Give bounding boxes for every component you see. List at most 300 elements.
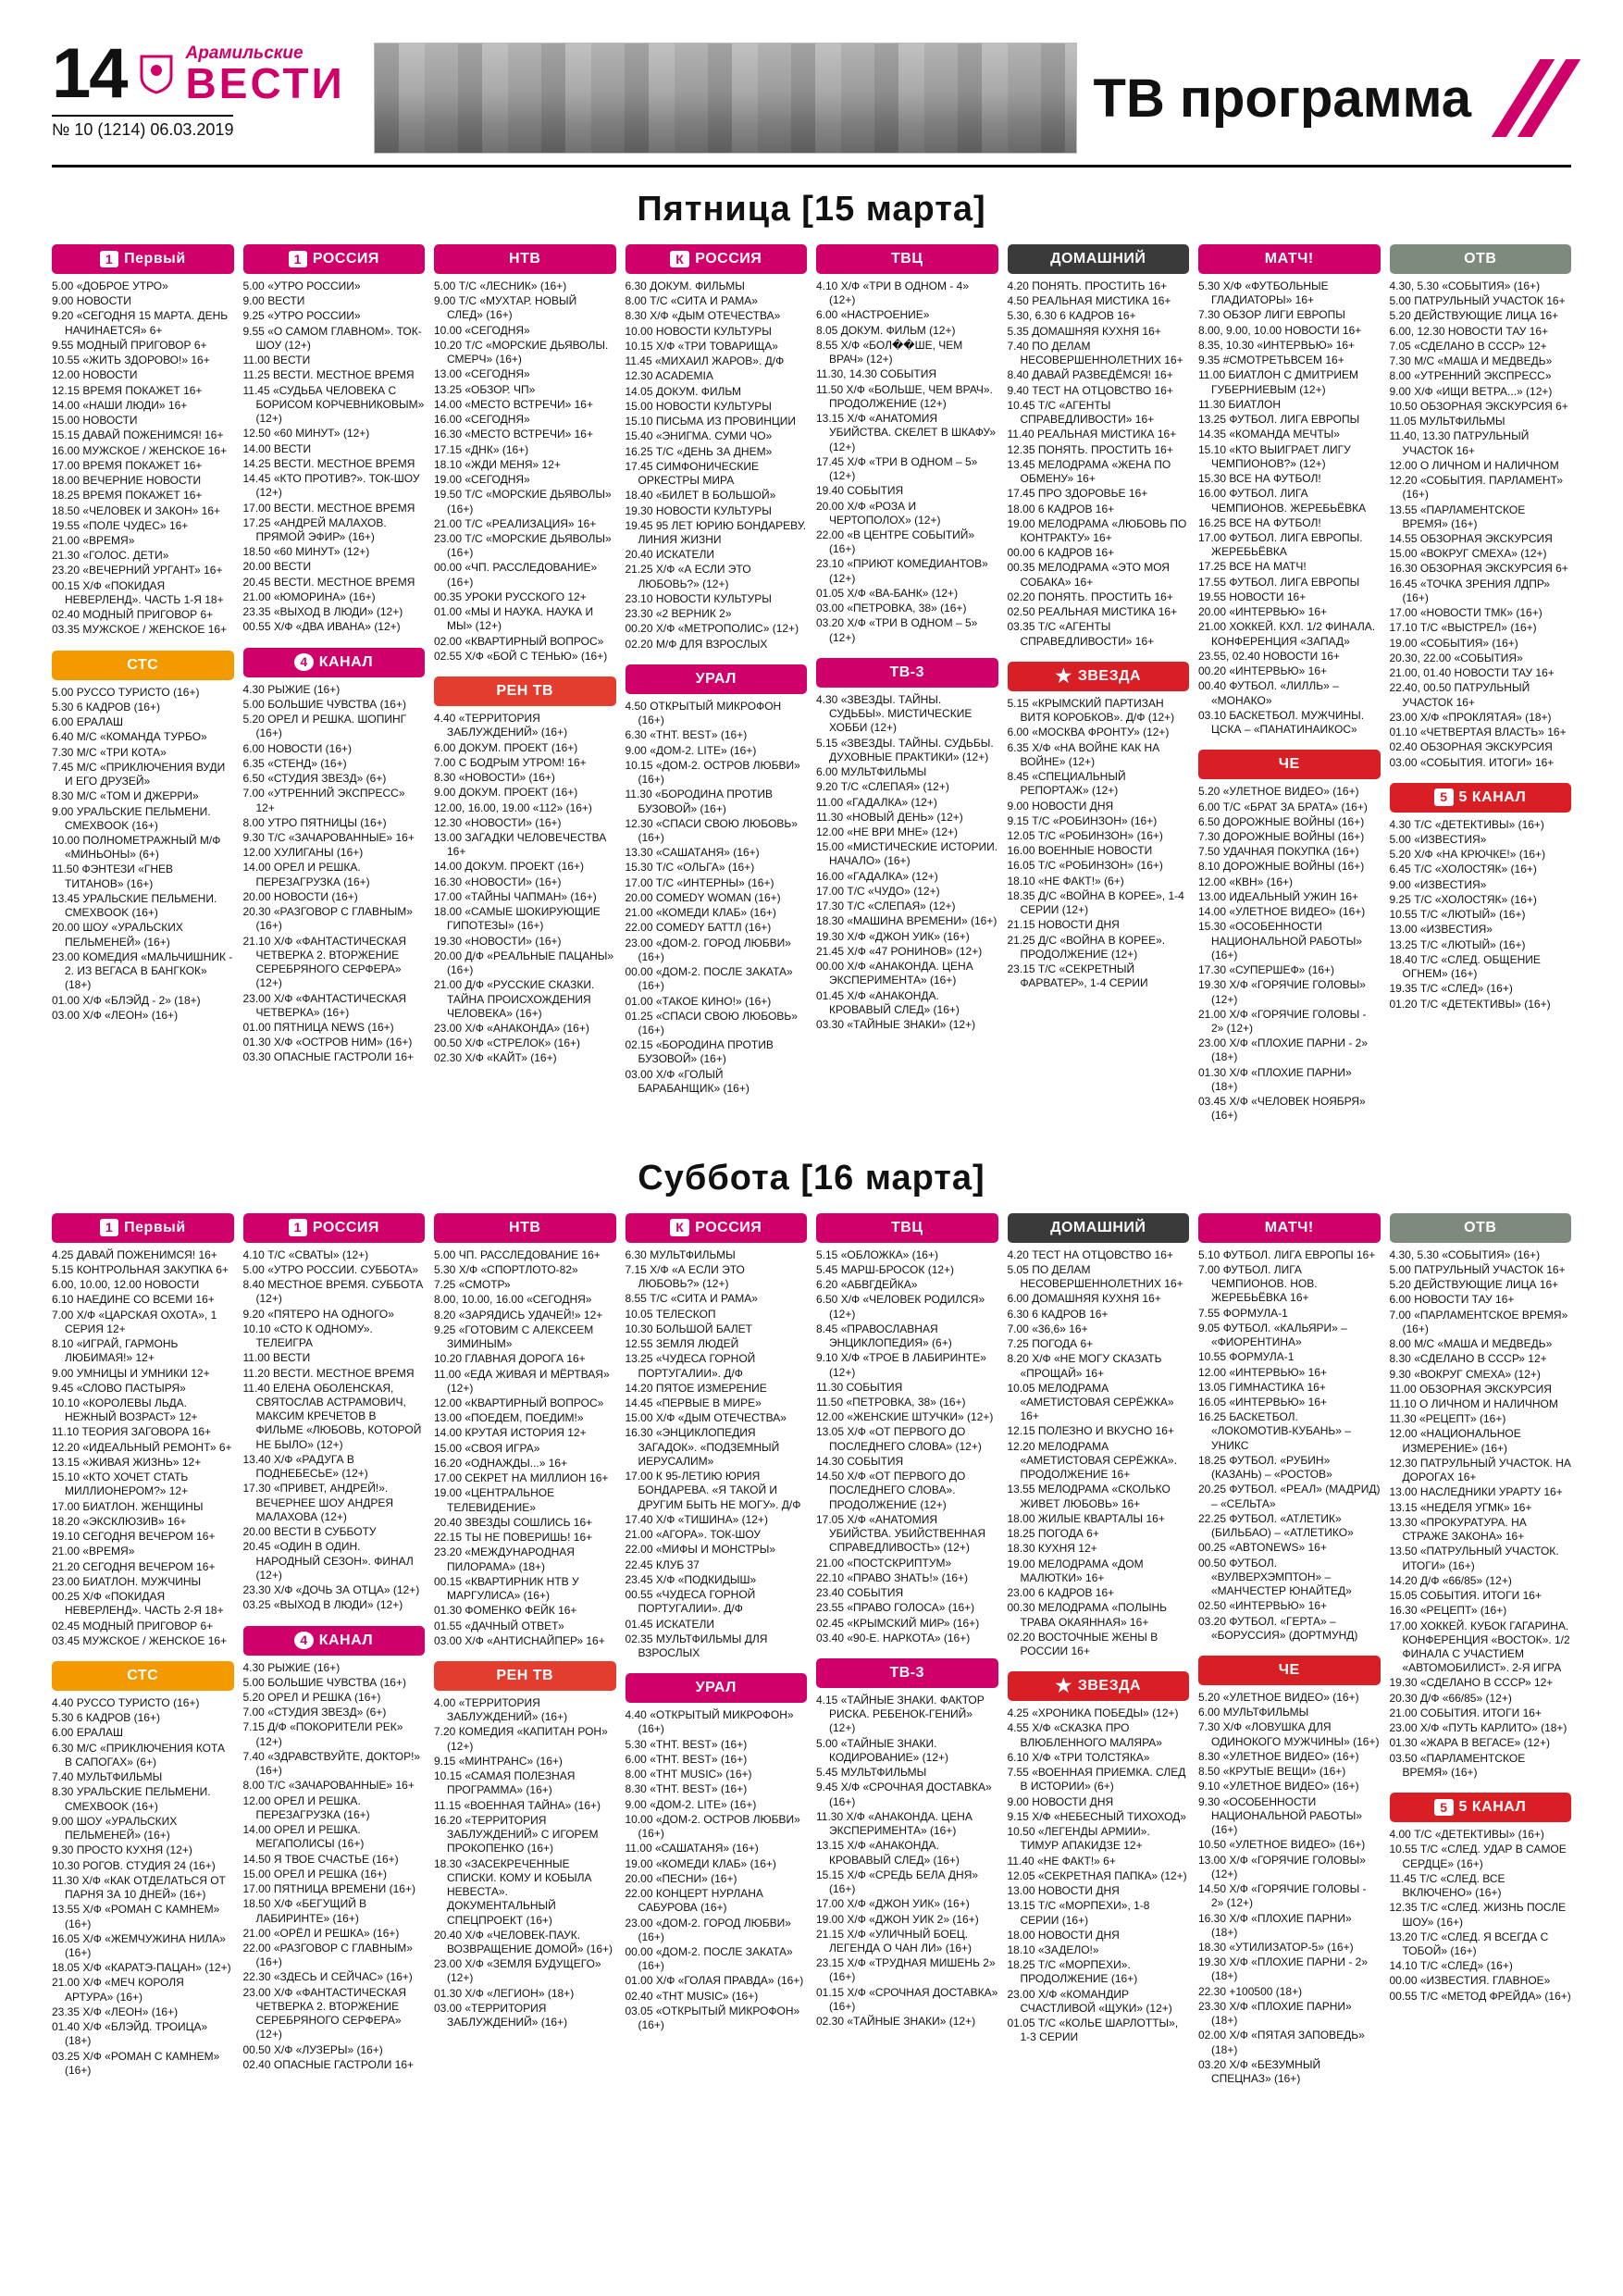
channel-name: РЕН ТВ <box>496 683 554 700</box>
channel-header-che-sat <box>1198 1656 1381 1685</box>
program-listing <box>243 1248 426 1613</box>
program-item: 5.20 «УЛЕТНОЕ ВИДЕО» (16+) <box>1198 785 1359 799</box>
program-item: 6.10 НАЕДИНЕ СО ВСЕМИ 16+ <box>52 1293 215 1307</box>
program-item: 6.35 Х/Ф «НА ВОЙНЕ КАК НА ВОЙНЕ» (12+) <box>1007 740 1160 768</box>
program-item: 03.10 БАСКЕТБОЛ. МУЖЧИНЫ. ЦСКА – «ПАНАТИНАИКОС» <box>1198 708 1365 737</box>
channel-name: ДОМАШНИЙ <box>1050 1219 1146 1235</box>
channel-name: 5 КАНАЛ <box>1458 1799 1527 1816</box>
program-item: 15.05 СОБЫТИЯ. ИТОГИ 16+ <box>1389 1589 1542 1603</box>
channel-name: ЧЕ <box>1278 1661 1300 1678</box>
program-item: 10.00 ПОЛНОМЕТРАЖНЫЙ М/Ф «МИНЬОНЫ» (6+) <box>52 833 221 862</box>
program-item: 13.30 «ПРОКУРАТУРА. НА СТРАЖЕ ЗАКОНА» 16+ <box>1389 1515 1527 1544</box>
channel-name: ОТВ <box>1464 1219 1497 1235</box>
program-item: 12.20 МЕЛОДРАМА «АМЕТИСТОВАЯ СЕРЁЖКА». ПРОДОЛЖЕНИЕ 16+ <box>1007 1439 1177 1482</box>
program-item: 13.05 Х/Ф «ОТ ПЕРВОГО ДО ПОСЛЕДНЕГО СЛОВА» (12+) <box>816 1425 982 1453</box>
program-item: 22.00 «МИФЫ И МОНСТРЫ» <box>625 1543 776 1557</box>
program-item: 21.10 Х/Ф «ФАНТАСТИЧЕСКАЯ ЧЕТВЕРКА 2. ВТОРЖЕНИЕ СЕРЕБРЯНОГО СЕРФЕРА» (12+) <box>242 934 407 990</box>
channel-name: РЕН ТВ <box>496 1667 554 1683</box>
program-item: 17.00 Т/С «ИНТЕРНЫ» (16+) <box>625 875 774 889</box>
program-item: 9.35 #СМОТРЕТЬВСЕМ 16+ <box>1198 354 1344 367</box>
program-item: 4.00 «ТЕРРИТОРИЯ ЗАБЛУЖДЕНИЙ» (16+) <box>434 1695 568 1724</box>
channel-name: ТВЦ <box>890 251 923 267</box>
program-item: 5.00 «УТРО РОССИИ» <box>242 279 361 292</box>
program-item: 5.20 Х/Ф «НА КРЮЧКЕ!» (16+) <box>1389 848 1546 862</box>
program-item: 4.40 «ТЕРРИТОРИЯ ЗАБЛУЖДЕНИЙ» (16+) <box>434 712 568 739</box>
program-item: 21.25 Х/Ф «А ЕСЛИ ЭТО ЛЮБОВЬ?» (12+) <box>625 563 751 590</box>
channel-block-tvc-sat <box>816 1213 998 1645</box>
program-item: 7.40 «ЗДРАВСТВУЙТЕ, ДОКТОР!» (16+) <box>242 1749 421 1778</box>
program-listing <box>1008 697 1190 991</box>
program-item: 5.20 ДЕЙСТВУЮЩИЕ ЛИЦА 16+ <box>1389 309 1559 323</box>
program-item: 21.00 Т/С «РЕАЛИЗАЦИЯ» 16+ <box>434 516 597 530</box>
program-item: 21.00 ХОККЕЙ. КХЛ. 1/2 ФИНАЛА. КОНФЕРЕНЦИЯ «ЗАПАД» <box>1198 620 1376 648</box>
program-item: 16.05 Х/Ф «ЖЕМЧУЖИНА НИЛА» (16+) <box>52 1931 226 1959</box>
program-item: 15.15 Х/Ф «СРЕДЬ БЕЛА ДНЯ» (16+) <box>816 1868 979 1896</box>
program-item: 23.15 Т/С «СЕКРЕТНЫЙ ФАРВАТЕР», 1-4 СЕРИИ <box>1007 962 1148 990</box>
program-item: 11.45 «СУДЬБА ЧЕЛОВЕКА С БОРИСОМ КОРЧЕВНИКОВЫМ» (12+) <box>242 383 425 426</box>
program-item: 20.40 Х/Ф «ЧЕЛОВЕК-ПАУК. ВОЗВРАЩЕНИЕ ДОМОЙ» (16+) <box>434 1928 613 1955</box>
program-item: 03.00 «СОБЫТИЯ. ИТОГИ» 16+ <box>1389 755 1555 769</box>
program-item: 15.00 НОВОСТИ <box>52 414 138 428</box>
program-item: 13.40 Х/Ф «РАДУГА В ПОДНЕБЕСЬЕ» (12+) <box>242 1452 368 1481</box>
program-item: 16.20 «ОДНАЖДЫ...» 16+ <box>434 1456 568 1470</box>
program-item: 6.10 Х/Ф «ТРИ ТОЛСТЯКА» <box>1007 1750 1150 1764</box>
program-listing <box>816 279 998 645</box>
program-item: 02.50 «ИНТЕРВЬЮ» 16+ <box>1198 1599 1328 1613</box>
program-item: 20.00 ШОУ «УРАЛЬСКИХ ПЕЛЬМЕНЕЙ» (16+) <box>52 921 183 949</box>
channel-name: МАТЧ! <box>1264 251 1314 267</box>
program-item: 5.00 РУССО ТУРИСТО (16+) <box>52 685 200 699</box>
program-item: 7.25 «СМОТР» <box>434 1278 511 1292</box>
program-item: 21.00 «АГОРА». ТОК-ШОУ <box>625 1528 762 1542</box>
program-item: 11.50 Х/Ф «БОЛЬШЕ, ЧЕМ ВРАЧ». ПРОДОЛЖЕНИЕ (12+) <box>816 382 993 410</box>
program-item: 6.00 «НАСТРОЕНИЕ» <box>816 308 930 322</box>
channel-header-tnturall <box>626 664 808 694</box>
program-item: 12.00 ОРЕЛ И РЕШКА. ПЕРЕЗАГРУЗКА (16+) <box>242 1793 370 1821</box>
program-item: 7.00 С БОДРЫМ УТРОМ! 16+ <box>434 755 587 769</box>
program-item: 11.30 БИАТЛОН <box>1198 397 1281 411</box>
program-item: 16.00 «ГАДАЛКА» (12+) <box>816 869 938 883</box>
program-item: 10.50 «ЛЕГЕНДЫ АРМИИ». ТИМУР АПАКИДЗЕ 12+ <box>1007 1825 1150 1853</box>
program-item: 01.00 ПЯТНИЦА NEWS (16+) <box>242 1021 394 1035</box>
program-item: 11.30 «БОРОДИНА ПРОТИВ БУЗОВОЙ» (16+) <box>625 788 773 815</box>
program-item: 11.30 Х/Ф «АНАКОНДА. ЦЕНА ЭКСПЕРИМЕНТА» (16+) <box>816 1809 973 1838</box>
program-item: 12.00 «ЖЕНСКИЕ ШТУЧКИ» (12+) <box>816 1410 994 1424</box>
channel-column <box>1198 244 1381 1136</box>
program-item: 8.30 Х/Ф «ДЫМ ОТЕЧЕСТВА» <box>625 309 781 323</box>
channel-header-tv3-sat <box>816 1658 998 1688</box>
program-item: 9.00 НОВОСТИ ДНЯ <box>1007 799 1114 813</box>
program-item: 7.00 «СТУДИЯ ЗВЕЗД» (6+) <box>242 1706 387 1719</box>
program-item: 14.10 Т/С «СЛЕД» (16+) <box>1389 1959 1513 1973</box>
program-item: 10.15 Х/Ф «ТРИ ТОВАРИЩА» <box>625 339 778 353</box>
channel-name: УРАЛ <box>695 670 737 687</box>
channel-block-zvezda <box>1008 662 1190 991</box>
program-item: 12.30 ACADEMIA <box>625 369 713 383</box>
program-item: 14.25 ВЕСТИ. МЕСТНОЕ ВРЕМЯ <box>242 456 415 470</box>
channel-name: ДОМАШНИЙ <box>1050 251 1146 267</box>
program-item: 18.40 «БИЛЕТ В БОЛЬШОЙ» <box>625 489 776 503</box>
channel-column <box>434 244 616 1079</box>
program-item: 4.20 ПОНЯТЬ. ПРОСТИТЬ 16+ <box>1007 279 1168 292</box>
program-item: 01.00 «ТАКОЕ КИНО!» (16+) <box>625 994 772 1008</box>
program-listing <box>626 279 808 652</box>
channel-name: РОССИЯ <box>695 251 762 267</box>
program-item: 6.00, 12.30 НОВОСТИ ТАУ 16+ <box>1389 324 1549 338</box>
program-item: 8.30 «УЛЕТНОЕ ВИДЕО» (16+) <box>1198 1749 1359 1763</box>
program-item: 11.50 «ПЕТРОВКА, 38» (16+) <box>816 1396 966 1409</box>
program-item: 9.20 «СЕГОДНЯ 15 МАРТА. ДЕНЬ НАЧИНАЕТСЯ» 6+ <box>52 309 229 337</box>
program-item: 14.45 «ПЕРВЫЕ В МИРЕ» <box>625 1396 762 1409</box>
channel-block-pervy-sat <box>52 1213 234 1648</box>
program-item: 10.10 «КОРОЛЕВЫ ЛЬДА. НЕЖНЫЙ ВОЗРАСТ» 12+ <box>52 1396 198 1424</box>
program-item: 17.40 Х/Ф «ТИШИНА» (12+) <box>625 1512 768 1526</box>
program-item: 9.00 ШОУ «УРАЛЬСКИХ ПЕЛЬМЕНЕЙ» (16+) <box>52 1814 178 1843</box>
brand-logo <box>186 44 345 105</box>
program-item: 23.00 Х/Ф «ЗЕМЛЯ БУДУЩЕГО» (12+) <box>434 1957 601 1985</box>
program-item: 02.40 МОДНЫЙ ПРИГОВОР 6+ <box>52 608 214 622</box>
program-item: 8.30 «НОВОСТИ» (16+) <box>434 771 555 785</box>
program-listing <box>1198 785 1381 1123</box>
program-item: 01.25 «СПАСИ СВОЮ ЛЮБОВЬ» (16+) <box>625 1009 798 1037</box>
program-item: 11.25 ВЕСТИ. МЕСТНОЕ ВРЕМЯ <box>242 368 415 382</box>
section-title: ТВ программа <box>1093 68 1471 129</box>
program-item: 23.00 Т/С «МОРСКИЕ ДЬЯВОЛЫ» (16+) <box>434 531 612 560</box>
program-item: 7.50 УДАЧНАЯ ПОКУПКА (16+) <box>1198 845 1359 859</box>
program-item: 02.20 М/Ф ДЛЯ ВЗРОСЛЫХ <box>625 637 768 651</box>
program-item: 14.55 ОБЗОРНАЯ ЭКСКУРСИЯ <box>1389 531 1553 545</box>
program-item: 21.00 СОБЫТИЯ. ИТОГИ 16+ <box>1389 1706 1542 1719</box>
program-item: 00.50 ФУТБОЛ. «ВУЛВЕРХЭМПТОН» – «МАНЧЕСТЕР ЮНАЙТЕД» <box>1198 1556 1352 1598</box>
program-item: 8.30 «СДЕЛАНО В СССР» 12+ <box>1389 1352 1547 1366</box>
program-item: 02.45 МОДНЫЙ ПРИГОВОР 6+ <box>52 1619 214 1632</box>
program-item: 10.15 «САМАЯ ПОЛЕЗНАЯ ПРОГРАММА» (16+) <box>434 1769 576 1797</box>
program-item: 21.15 Х/Ф «УЛИЧНЫЙ БОЕЦ. ЛЕГЕНДА О ЧАН ЛИ» (16+) <box>816 1927 973 1955</box>
program-item: 7.00 «ПАРЛАМЕНТСКОЕ ВРЕМЯ» (16+) <box>1389 1308 1568 1335</box>
program-item: 10.55 Т/С «СЛЕД. УДАР В САМОЕ СЕРДЦЕ» (16+) <box>1389 1843 1567 1870</box>
program-item: 6.00 ЕРАЛАШ <box>52 715 124 729</box>
program-item: 00.55 Х/Ф «ДВА ИВАНА» (12+) <box>242 620 401 634</box>
channel-header-tvc <box>816 244 998 274</box>
program-item: 23.00 Х/Ф «ПЛОХИЕ ПАРНИ - 2» (18+) <box>1198 1036 1369 1064</box>
program-item: 13.00 ЗАГАДКИ ЧЕЛОВЕЧЕСТВА 16+ <box>434 830 607 859</box>
program-item: 14.00 ДОКУМ. ПРОЕКТ (16+) <box>434 860 584 874</box>
program-item: 10.55 ФОРМУЛА-1 <box>1198 1350 1295 1364</box>
program-item: 12.00 ХУЛИГАНЫ (16+) <box>242 846 364 860</box>
program-item: 4.30, 5.30 «СОБЫТИЯ» (16+) <box>1389 279 1541 292</box>
program-item: 6.20 «АБВГДЕЙКА» <box>816 1278 918 1292</box>
program-item: 6.00 «МОСКВА ФРОНТУ» (12+) <box>1007 726 1170 739</box>
program-item: 16.00 ФУТБОЛ. ЛИГА ЧЕМПИОНОВ. ЖЕРЕБЬЁВКА <box>1198 487 1367 515</box>
program-item: 02.35 МУЛЬТФИЛЬМЫ ДЛЯ ВЗРОСЛЫХ <box>625 1632 768 1659</box>
program-item: 20.00 «ИНТЕРВЬЮ» 16+ <box>1198 605 1328 619</box>
program-item: 5.00 «ДОБРОЕ УТРО» <box>52 279 168 292</box>
program-item: 11.30 Х/Ф «КАК ОТДЕЛАТЬСЯ ОТ ПАРНЯ ЗА 10 ДНЕЙ» (16+) <box>52 1873 226 1902</box>
program-item: 00.15 «КВАРТИРНИК НТВ У МАРГУЛИСА» (16+) <box>434 1574 579 1603</box>
program-item: 18.10 «НЕ ФАКТ!» (6+) <box>1007 874 1124 887</box>
program-item: 21.00 «КОМЕДИ КЛАБ» (16+) <box>625 906 776 920</box>
program-item: 10.10 «СТО К ОДНОМУ». ТЕЛЕИГРА <box>242 1322 373 1350</box>
program-item: 7.00 Х/Ф «ЦАРСКАЯ ОХОТА», 1 СЕРИЯ 12+ <box>52 1308 217 1335</box>
program-item: 11.00 «САШАТАНЯ» (16+) <box>625 1842 759 1855</box>
program-item: 18.30 «ЗАСЕКРЕЧЕННЫЕ СПИСКИ. КОМУ И КОБЫЛА НЕВЕСТА». ДОКУМЕНТАЛЬНЫЙ СПЕЦПРОЕКТ (16+) <box>434 1856 592 1927</box>
program-item: 5.00 БОЛЬШИЕ ЧУВСТВА (16+) <box>242 697 406 711</box>
program-item: 4.20 ТЕСТ НА ОТЦОВСТВО 16+ <box>1007 1247 1173 1261</box>
program-item: 17.15 «ДНК» (16+) <box>434 442 529 456</box>
program-item: 5.15 «КРЫМСКИЙ ПАРТИЗАН ВИТЯ КОРОБКОВ». Д/Ф (12+) <box>1007 696 1175 725</box>
channel-block-tv3 <box>816 658 998 1032</box>
program-item: 17.25 «АНДРЕЙ МАЛАХОВ. ПРЯМОЙ ЭФИР» (16+) <box>242 515 387 543</box>
program-item: 7.20 КОМЕДИЯ «КАПИТАН РОН» (12+) <box>434 1725 608 1753</box>
program-item: 13.15 «НЕДЕЛЯ УГМК» 16+ <box>1389 1500 1532 1514</box>
program-item: 18.00 ЖИЛЫЕ КВАРТАЛЫ 16+ <box>1007 1511 1165 1525</box>
program-item: 16.30 Х/Ф «ПЛОХИЕ ПАРНИ» (18+) <box>1198 1911 1352 1939</box>
program-item: 11.20 ВЕСТИ. МЕСТНОЕ ВРЕМЯ <box>242 1366 415 1380</box>
channel-name: КАНАЛ <box>318 1632 374 1648</box>
channel-header-pyatiy-sat <box>1390 1793 1572 1822</box>
program-item: 23.40 СОБЫТИЯ <box>816 1586 904 1600</box>
program-item: 13.25 «ОБЗОР. ЧП» <box>434 382 536 396</box>
program-item: 9.00 НОВОСТИ <box>52 294 131 308</box>
program-item: 8.00 М/С «МАША И МЕДВЕДЬ» <box>1389 1337 1553 1351</box>
program-item: 11.30 «РЕЦЕПТ» (16+) <box>1389 1412 1506 1426</box>
channel-name: МАТЧ! <box>1264 1219 1314 1235</box>
program-item: 00.55 «ЧУДЕСА ГОРНОЙ ПОРТУГАЛИИ». Д/Ф <box>625 1588 756 1616</box>
program-listing <box>1198 279 1381 737</box>
program-item: 5.20 «УЛЕТНОЕ ВИДЕО» (16+) <box>1198 1690 1359 1704</box>
program-item: 21.00 «ОРЁЛ И РЕШКА» (16+) <box>242 1926 400 1940</box>
pyatiy-sat-logo-icon: 5 <box>1434 1799 1453 1817</box>
program-item: 11.10 О ЛИЧНОМ И НАЛИЧНОМ <box>1389 1397 1558 1410</box>
channel-header-rossiya1-sat <box>243 1213 426 1243</box>
program-item: 16.25 ВСЕ НА ФУТБОЛ! <box>1198 515 1321 529</box>
program-item: 17.00 «ТАЙНЫ ЧАПМАН» (16+) <box>434 889 597 903</box>
program-item: 23.10 «ПРИЮТ КОМЕДИАНТОВ» (12+) <box>816 557 988 585</box>
channel-header-zvezda <box>1008 662 1190 691</box>
program-listing <box>52 686 234 1023</box>
program-item: 10.50 «УЛЕТНОЕ ВИДЕО» (16+) <box>1198 1838 1366 1852</box>
program-item: 23.00 Х/Ф «АНАКОНДА» (16+) <box>434 1022 589 1036</box>
channel-name: Первый <box>124 1219 186 1235</box>
channel-header-tvc-sat <box>816 1213 998 1243</box>
program-item: 8.05 ДОКУМ. ФИЛЬМ (12+) <box>816 323 956 337</box>
program-item: 5.30 6 КАДРОВ (16+) <box>52 700 160 714</box>
program-item: 16.05 «ИНТЕРВЬЮ» 16+ <box>1198 1396 1328 1409</box>
day-title: Пятница [15 марта] <box>637 190 986 229</box>
channel-column <box>1390 1213 1572 2017</box>
program-item: 8.30 «ТНТ. BEST» (16+) <box>625 1782 748 1796</box>
program-item: 5.00 «ИЗВЕСТИЯ» <box>1389 832 1487 846</box>
program-item: 11.40, 13.30 ПАТРУЛЬНЫЙ УЧАСТОК 16+ <box>1389 429 1530 457</box>
channel-header-ntv-sat <box>434 1213 616 1243</box>
program-item: 01.30 «ЖАРА В ВЕГАСЕ» (12+) <box>1389 1736 1550 1750</box>
channel-block-tvc <box>816 244 998 645</box>
program-item: 9.25 Т/С «ХОЛОСТЯК» (16+) <box>1389 892 1537 906</box>
program-item: 20.00 Х/Ф «РОЗА И ЧЕРТОПОЛОХ» (12+) <box>816 499 941 527</box>
program-item: 23.55 «ПРАВО ГОЛОСА» (16+) <box>816 1601 975 1615</box>
program-item: 00.35 УРОКИ РУССКОГО 12+ <box>434 590 587 603</box>
program-item: 15.00 Х/Ф «ДЫМ ОТЕЧЕСТВА» <box>625 1411 787 1425</box>
program-item: 17.00 К 95-ЛЕТИЮ ЮРИЯ БОНДАРЕВА. «Я ТАКОЙ И ДРУГИМ БЫТЬ НЕ МОГУ». Д/Ф <box>625 1470 801 1511</box>
program-item: 5.05 ПО ДЕЛАМ НЕСОВЕРШЕННОЛЕТНИХ 16+ <box>1007 1262 1183 1291</box>
channel-header-otv-sat <box>1390 1213 1572 1243</box>
channel-header-pervy <box>52 244 234 274</box>
program-item: 5.00 Т/С «ЛЕСНИК» (16+) <box>434 279 567 292</box>
program-item: 03.00 «ТЕРРИТОРИЯ ЗАБЛУЖДЕНИЙ» (16+) <box>434 2001 568 2029</box>
channel-grid <box>52 244 1571 1136</box>
program-item: 12.55 ЗЕМЛЯ ЛЮДЕЙ <box>625 1337 739 1351</box>
program-item: 00.00 «ДОМ-2. ПОСЛЕ ЗАКАТА» (16+) <box>625 1944 793 1973</box>
program-item: 22.00 «В ЦЕНТРЕ СОБЫТИЙ» (16+) <box>816 527 975 556</box>
program-item: 20.00 НОВОСТИ (16+) <box>242 889 358 903</box>
channel-block-domashniy <box>1008 244 1190 649</box>
program-item: 9.55 МОДНЫЙ ПРИГОВОР 6+ <box>52 338 207 352</box>
program-item: 12.00 О ЛИЧНОМ И НАЛИЧНОМ <box>1389 458 1559 472</box>
program-item: 22.30 «ЗДЕСЬ И СЕЙЧАС» (16+) <box>242 1970 413 1984</box>
program-item: 4.55 Х/Ф «СКАЗКА ПРО ВЛЮБЛЕННОГО МАЛЯРА» <box>1007 1721 1162 1749</box>
program-listing <box>434 1696 616 2029</box>
channel-header-rossiyak-sat <box>626 1213 808 1243</box>
program-item: 18.00 6 КАДРОВ 16+ <box>1007 502 1115 515</box>
program-item: 7.30 М/С «ТРИ КОТА» <box>52 745 167 759</box>
program-item: 9.00 «ДОМ-2. LITE» (16+) <box>625 743 757 757</box>
program-item: 14.05 ДОКУМ. ФИЛЬМ <box>625 384 741 398</box>
program-item: 17.45 ПРО ЗДОРОВЬЕ 16+ <box>1007 487 1148 501</box>
program-item: 11.30, 14.30 СОБЫТИЯ <box>816 367 937 381</box>
program-item: 13.00 «СЕГОДНЯ» <box>434 367 530 381</box>
program-item: 8.45 «СПЕЦИАЛЬНЫЙ РЕПОРТАЖ» (12+) <box>1007 770 1126 798</box>
channel-column <box>626 1213 808 2046</box>
program-item: 7.30 ОБЗОР ЛИГИ ЕВРОПЫ <box>1198 308 1345 322</box>
program-listing <box>1008 1248 1190 1659</box>
program-item: 7.15 Д/Ф «ПОКОРИТЕЛИ РЕК» (12+) <box>242 1720 403 1748</box>
program-item: 11.00 ВЕСТИ <box>242 1351 311 1365</box>
channel-column <box>243 1213 426 2085</box>
program-item: 01.20 Т/С «ДЕТЕКТИВЫ» (16+) <box>1389 997 1551 1011</box>
program-item: 03.35 Т/С «АГЕНТЫ СПРАВЕДЛИВОСТИ» 16+ <box>1007 620 1155 648</box>
program-item: 20.45 «ОДИН В ОДИН. НАРОДНЫЙ СЕЗОН». ФИНАЛ (12+) <box>242 1540 414 1582</box>
program-item: 01.45 ИСКАТЕЛИ <box>625 1617 715 1631</box>
program-item: 6.40 М/С «КОМАНДА ТУРБО» <box>52 730 207 744</box>
program-item: 23.00 «ДОМ-2. ГОРОД ЛЮБВИ» (16+) <box>625 1916 791 1943</box>
program-listing <box>52 1248 234 1648</box>
program-item: 9.45 Х/Ф «СРОЧНАЯ ДОСТАВКА» (16+) <box>816 1781 992 1808</box>
program-item: 5.00 ПАТРУЛЬНЫЙ УЧАСТОК 16+ <box>1389 294 1566 308</box>
channel-header-sts-sat <box>52 1661 234 1691</box>
program-item: 19.30 НОВОСТИ КУЛЬТУРЫ <box>625 503 772 517</box>
program-item: 17.00 ХОККЕЙ. КУБОК ГАГАРИНА. КОНФЕРЕНЦИЯ «ВОСТОК». 1/2 ФИНАЛА С УЧАСТИЕМ «АВТОМОБИЛИСТ». 2-Я ИГРА <box>1389 1619 1570 1675</box>
program-item: 03.50 «ПАРЛАМЕНТСКОЕ ВРЕМЯ» (16+) <box>1389 1751 1526 1779</box>
pyatiy-logo-icon: 5 <box>1434 788 1453 806</box>
program-item: 18.50 Х/Ф «БЕГУЩИЙ В ЛАБИРИНТЕ» (16+) <box>242 1897 367 1925</box>
program-item: 10.00 «СЕГОДНЯ» <box>434 323 530 337</box>
program-item: 21.00 Х/Ф «ГОРЯЧИЕ ГОЛОВЫ - 2» (12+) <box>1198 1007 1367 1036</box>
program-item: 4.30 Т/С «ДЕТЕКТИВЫ» (16+) <box>1389 817 1544 831</box>
program-item: 8.10 «ИГРАЙ, ГАРМОНЬ ЛЮБИМАЯ!» 12+ <box>52 1337 179 1365</box>
program-listing <box>434 279 616 664</box>
program-item: 12.50 «60 МИНУТ» (12+) <box>242 427 370 441</box>
program-item: 12.20 «СОБЫТИЯ. ПАРЛАМЕНТ» (16+) <box>1389 474 1564 502</box>
channel-name: СТС <box>127 1667 159 1683</box>
program-item: 20.40 ЗВЕЗДЫ СОШЛИСЬ 16+ <box>434 1515 593 1529</box>
program-item: 17.55 ФУТБОЛ. ЛИГА ЕВРОПЫ <box>1198 575 1360 589</box>
channel-name: НТВ <box>509 1219 541 1235</box>
program-item: 19.30 Х/Ф «ПЛОХИЕ ПАРНИ - 2» (18+) <box>1198 1955 1369 1983</box>
program-item: 18.00 ВЕЧЕРНИЕ НОВОСТИ <box>52 474 202 488</box>
program-item: 23.00 КОМЕДИЯ «МАЛЬЧИШНИК - 2. ИЗ ВЕГАСА В БАНГКОК» (18+) <box>52 949 233 992</box>
program-listing <box>434 712 616 1066</box>
program-item: 14.20 Д/Ф «66/85» (12+) <box>1389 1573 1512 1587</box>
program-item: 15.00 НОВОСТИ КУЛЬТУРЫ <box>625 399 772 413</box>
program-item: 6.35 «СТЕНД» (16+) <box>242 756 347 770</box>
channel-block-tnturall <box>626 664 808 1096</box>
program-item: 14.00 ОРЕЛ И РЕШКА. ПЕРЕЗАГРУЗКА (16+) <box>242 861 370 888</box>
program-item: 18.50 «60 МИНУТ» (12+) <box>242 545 370 559</box>
masthead <box>52 34 1571 168</box>
program-item: 18.25 ВРЕМЯ ПОКАЖЕТ 16+ <box>52 489 203 503</box>
day-title: Суббота [16 марта] <box>638 1158 985 1198</box>
program-item: 17.00 ВЕСТИ. МЕСТНОЕ ВРЕМЯ <box>242 501 415 515</box>
program-item: 23.20 «МЕЖДУНАРОДНАЯ ПИЛОРАМА» (18+) <box>434 1545 575 1573</box>
program-item: 9.25 «ГОТОВИМ С АЛЕКСЕЕМ ЗИМИНЫМ» <box>434 1322 594 1351</box>
program-item: 6.30 МУЛЬТФИЛЬМЫ <box>625 1247 736 1261</box>
program-item: 13.55 Х/Ф «РОМАН С КАМНЕМ» (16+) <box>52 1903 220 1930</box>
program-item: 02.30 Х/Ф «КАЙТ» (16+) <box>434 1051 557 1065</box>
program-item: 00.00 Х/Ф «АНАКОНДА. ЦЕНА ЭКСПЕРИМЕНТА» (16+) <box>816 960 973 987</box>
program-item: 4.40 РУССО ТУРИСТО (16+) <box>52 1695 200 1709</box>
channel-name: КАНАЛ <box>318 653 374 670</box>
program-item: 13.25 ФУТБОЛ. ЛИГА ЕВРОПЫ <box>1198 413 1360 427</box>
program-item: 00.25 «ABTONEWS» 16+ <box>1198 1541 1327 1555</box>
program-item: 23.10 НОВОСТИ КУЛЬТУРЫ <box>625 591 772 605</box>
program-item: 8.55 Х/Ф «БОЛ��ШЕ, ЧЕМ ВРАЧ» (12+) <box>816 338 963 366</box>
program-item: 14.45 «КТО ПРОТИВ?». ТОК-ШОУ (12+) <box>242 472 420 500</box>
program-item: 17.30 «ПРИВЕТ, АНДРЕЙ!». ВЕЧЕРНЕЕ ШОУ АНДРЕЯ МАЛАХОВА (12+) <box>242 1482 394 1523</box>
program-item: 19.30 Х/Ф «ГОРЯЧИЕ ГОЛОВЫ» (12+) <box>1198 978 1366 1006</box>
program-item: 14.30 СОБЫТИЯ <box>816 1454 904 1468</box>
program-item: 23.55, 02.40 НОВОСТИ 16+ <box>1198 649 1340 663</box>
issue-line: № 10 (1214) 06.03.2019 <box>52 115 233 140</box>
program-item: 19.50 Т/С «МОРСКИЕ ДЬЯВОЛЫ» (16+) <box>434 488 612 515</box>
program-item: 16.30 «МЕСТО ВСТРЕЧИ» 16+ <box>434 428 593 441</box>
program-item: 17.05 Х/Ф «АНАТОМИЯ УБИЙСТВА. УБИЙСТВЕННАЯ СПРАВЕДЛИВОСТЬ» (12+) <box>816 1512 985 1555</box>
program-item: 23.00 Х/Ф «ФАНТАСТИЧЕСКАЯ ЧЕТВЕРКА» (16+) <box>242 991 407 1019</box>
program-item: 9.55 «О САМОМ ГЛАВНОМ». ТОК-ШОУ (12+) <box>242 324 422 352</box>
program-item: 03.00 Х/Ф «АНТИСНАЙПЕР» 16+ <box>434 1633 605 1647</box>
program-item: 15.00 ОРЕЛ И РЕШКА (16+) <box>242 1867 388 1880</box>
kanal4-sat-logo-icon: 4 <box>294 1632 313 1649</box>
program-item: 5.00 ЧП. РАССЛЕДОВАНИЕ 16+ <box>434 1247 601 1261</box>
program-item: 6.00 ДОМАШНЯЯ КУХНЯ 16+ <box>1007 1292 1161 1306</box>
program-item: 11.00 ОБЗОРНАЯ ЭКСКУРСИЯ <box>1389 1382 1552 1396</box>
program-item: 4.30 РЫЖИЕ (16+) <box>242 1660 341 1674</box>
program-item: 15.10 «КТО ВЫИГРАЕТ ЛИГУ ЧЕМПИОНОВ?» (12+) <box>1198 442 1351 470</box>
program-item: 19.40 СОБЫТИЯ <box>816 484 904 498</box>
program-item: 19.00 «СЕГОДНЯ» <box>434 473 530 487</box>
channel-name: 5 КАНАЛ <box>1458 788 1527 805</box>
program-item: 03.40 «90-Е. НАРКОТА» (16+) <box>816 1631 971 1644</box>
program-item: 14.50 Я ТВОЕ СЧАСТЬЕ (16+) <box>242 1852 399 1866</box>
program-item: 23.00 6 КАДРОВ 16+ <box>1007 1586 1115 1600</box>
program-item: 03.20 Х/Ф «БЕЗУМНЫЙ СПЕЦНАЗ» (16+) <box>1198 2057 1321 2086</box>
program-item: 9.05 ФУТБОЛ. «КАЛЬЯРИ» – «ФИОРЕНТИНА» <box>1198 1321 1347 1349</box>
program-item: 03.00 Х/Ф «ЛЕОН» (16+) <box>52 1008 179 1022</box>
program-item: 21.00, 01.40 НОВОСТИ ТАУ 16+ <box>1389 666 1555 680</box>
program-item: 18.00 «САМЫЕ ШОКИРУЮЩИЕ ГИПОТЕЗЫ» (16+) <box>434 905 601 933</box>
program-item: 23.35 Х/Ф «ЛЕОН» (16+) <box>52 2004 179 2018</box>
program-listing <box>1390 1248 1572 1780</box>
program-item: 02.55 Х/Ф «БОЙ С ТЕНЬЮ» (16+) <box>434 649 608 663</box>
